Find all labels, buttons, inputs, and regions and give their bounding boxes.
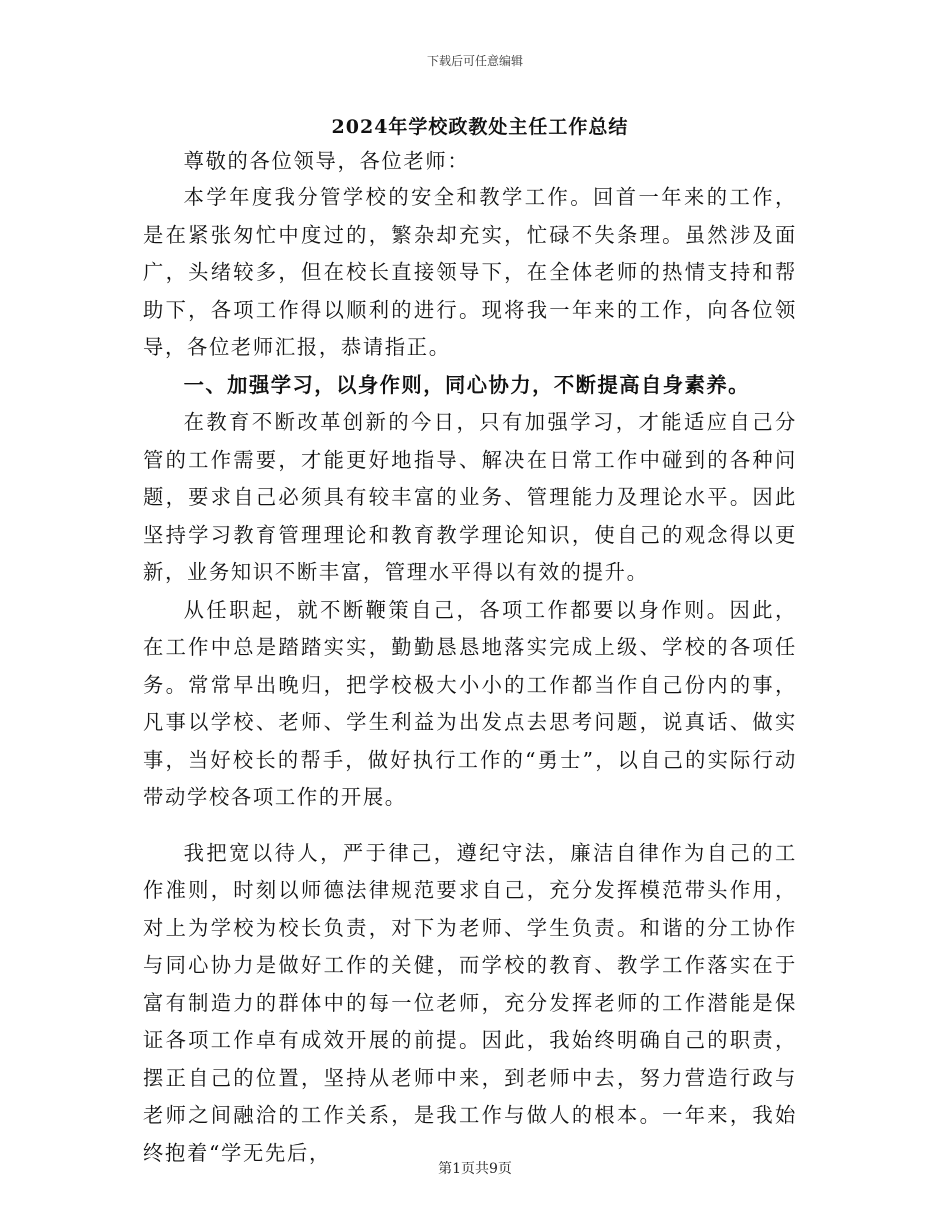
- document-body: [143, 111, 797, 1172]
- section-1-heading: 一、加强学习，以身作则，同心协力，不断提高自身素养。: [183, 372, 750, 397]
- paragraph-spacer: [143, 817, 797, 835]
- intro-paragraph: 本学年度我分管学校的安全和教学工作。回首一年来的工作，是在紧张匆忙中度过的，繁杂却充实，忙碌不失条理。虽然涉及面广，头绪较多，但在校长直接领导下，在全体老师的热情支持和帮助下，各项工作得以顺利的进行。现将我一年来的工作，向各位领导，各位老师汇报，恭请指正。: [143, 185, 797, 359]
- document-title: 2024年学校政教处主任工作总结: [331, 116, 629, 138]
- greeting-paragraph: 尊敬的各位领导，各位老师：: [183, 149, 470, 173]
- page-number-footer: 第1页共9页: [438, 1161, 512, 1177]
- section-1-paragraph-2: 从任职起，就不断鞭策自己，各项工作都要以身作则。因此，在工作中总是踏踏实实，勤勤恳恳地落实完成上级、学校的各项任务。常常早出晚归，把学校极大小小的工作都当作自己份内的事，凡事以学校、老师、学生利益为出发点去思考问题，说真话、做实事，当好校长的帮手，做好执行工作的“勇士”，以自己的实际行动带动学校各项工作的开展。: [143, 597, 797, 809]
- section-1-paragraph-3: 我把宽以待人，严于律己，遵纪守法，廉洁自律作为自己的工作准则，时刻以师德法律规范要求自己，充分发挥模范带头作用，对上为学校为校长负责，对下为老师、学生负责。和谐的分工协作与同心协力是做好工作的关健，而学校的教育、教学工作落实在于富有制造力的群体中的每一位老师，充分发挥老师的工作潜能是保证各项工作卓有成效开展的前提。因此，我始终明确自己的职责，摆正自己的位置，坚持从老师中来，到老师中去，努力营造行政与老师之间融洽的工作关系，是我工作与做人的根本。一年来，我始终抱着“学无先后，: [143, 840, 797, 1165]
- page-header-note: 下载后可任意编辑: [426, 54, 523, 68]
- section-1-paragraph-1: 在教育不断改革创新的今日，只有加强学习，才能适应自己分管的工作需要，才能更好地指导、解决在日常工作中碰到的各种问题，要求自己必须具有较丰富的业务、管理能力及理论水平。因此坚持学习教育管理理论和教育教学理论知识，使自己的观念得以更新，业务知识不断丰富，管理水平得以有效的提升。: [143, 410, 797, 584]
